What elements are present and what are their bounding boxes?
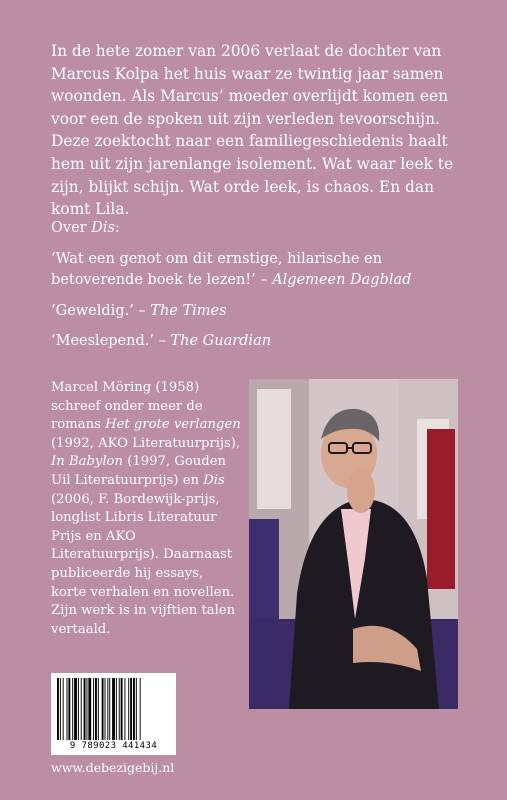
barcode-stripe	[112, 678, 115, 740]
barcode-stripe	[116, 678, 117, 740]
review-quote: ‘Meeslepend.’ – The Guardian	[51, 333, 272, 349]
book-title: Het grote verlangen	[105, 417, 241, 433]
barcode-stripe	[140, 678, 141, 740]
book-title: Dis	[91, 220, 115, 236]
back-cover-blurb: In de hete zomer van 2006 verlaat de dochter van Marcus Kolpa het huis waar ze twintig jaar samen woonden. Als Marcus’ moeder overlijdt komen een voor een de spoken uit zijn verleden tevoorschijn. Deze zoektocht naar een familiegeschiedenis haalt hem uit zijn jarenlange isolement. Wat waar leek te zijn, blijkt schijn. Wat orde leek, is chaos. En dan komt Lila.	[51, 42, 454, 219]
book-title: In Babylon	[51, 454, 123, 470]
barcode-stripe	[102, 678, 104, 740]
barcode-stripe	[81, 678, 82, 740]
quote-source: The Guardian	[170, 333, 272, 349]
barcode-stripe	[119, 678, 120, 740]
barcode-stripe	[88, 678, 91, 740]
about-book-label: Over Dis:	[51, 220, 120, 236]
barcode-stripe	[109, 678, 110, 740]
barcode-stripe	[121, 678, 123, 740]
barcode-stripe	[60, 678, 61, 740]
barcode-stripe	[107, 678, 108, 740]
barcode-stripe	[136, 678, 137, 740]
barcode-stripe	[133, 678, 135, 740]
review-quote: ‘Geweldig.’ – The Times	[51, 303, 227, 319]
review-quote: ‘Wat een genot om dit ernstige, hilarische en betoverende boek te lezen!’ – Algemeen Dagblad	[51, 251, 412, 288]
barcode-stripe	[63, 678, 64, 740]
author-photo	[249, 379, 458, 709]
isbn-number: 9 789023 441434	[69, 741, 158, 751]
barcode-stripe	[93, 678, 94, 740]
quote-source: The Times	[150, 303, 227, 319]
barcode-stripe	[86, 678, 87, 740]
barcode-stripe	[105, 678, 106, 740]
author-bio: Marcel Möring (1958) schreef onder meer de romans Het grote verlangen (1992, AKO Literatuurprijs), In Babylon (1997, Gouden Uil Literatuurprijs) en Dis (2006, F. Bordewijk-prijs, longlist Libris Literatuur Prijs en AKO Literatuurprijs). Daarnaast publiceerde hij essays, korte verhalen en novellen. Zijn werk is in vijftien talen vertaald.	[51, 380, 241, 637]
barcode-bars	[56, 678, 171, 740]
book-title: Dis	[203, 472, 225, 488]
barcode-stripe	[84, 678, 86, 740]
barcode-stripe	[74, 678, 77, 740]
barcode-stripe	[67, 678, 68, 740]
barcode-stripe	[57, 678, 59, 740]
barcode-stripe	[78, 678, 79, 740]
barcode-stripe	[130, 678, 132, 740]
barcode-stripe	[68, 678, 70, 740]
barcode-stripe	[98, 678, 99, 740]
barcode-stripe	[128, 678, 129, 740]
barcode-stripe	[124, 678, 125, 740]
publisher-website[interactable]: www.debezigebij.nl	[51, 760, 175, 775]
isbn-barcode	[51, 673, 176, 755]
barcode-stripe	[72, 678, 73, 740]
barcode-stripe	[95, 678, 97, 740]
quote-source: Algemeen Dagblad	[272, 272, 412, 288]
